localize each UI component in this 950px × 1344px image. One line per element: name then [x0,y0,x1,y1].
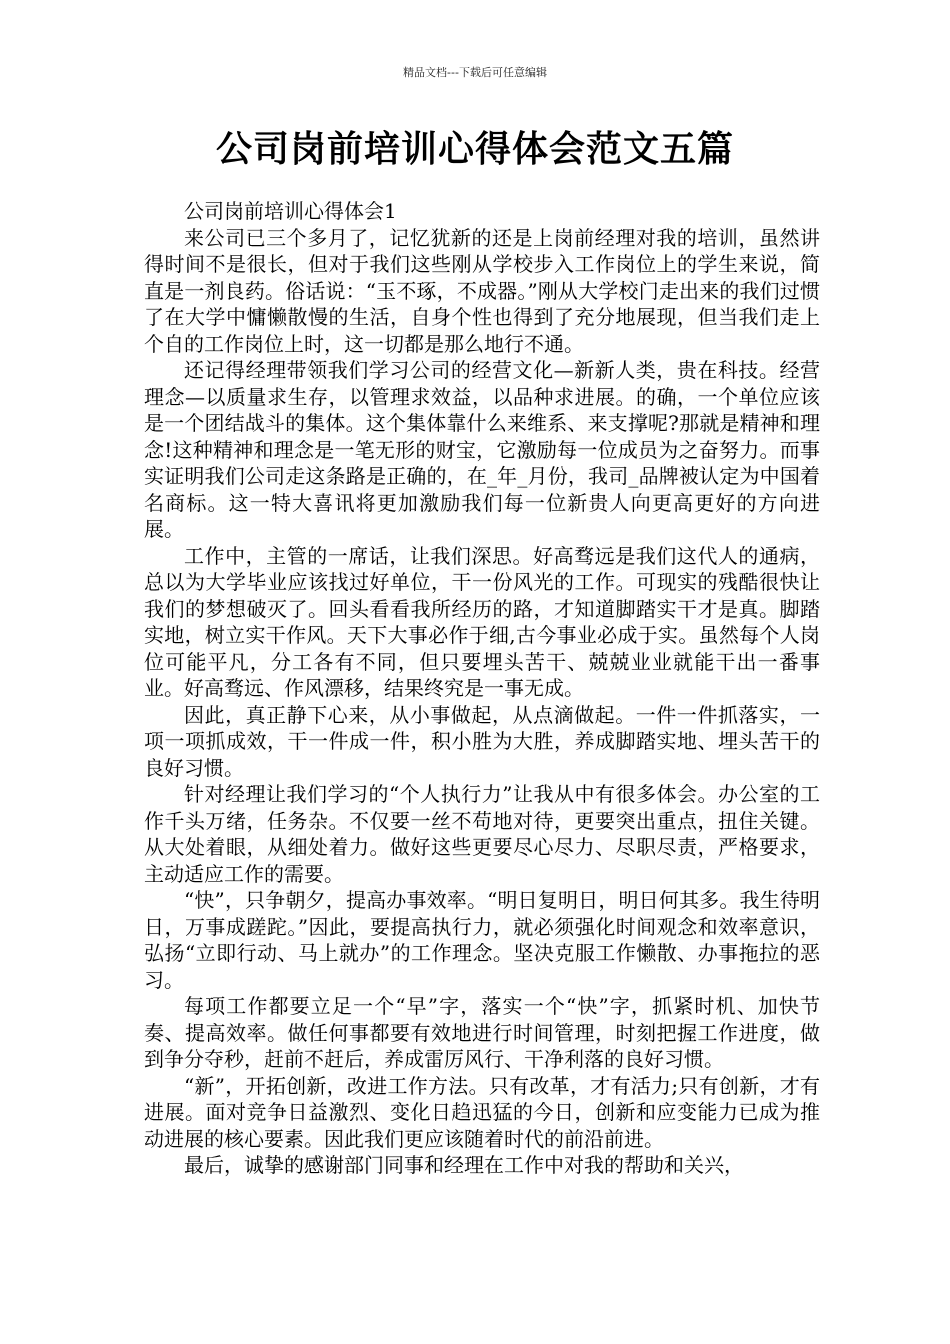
paragraph-8: “新”，开拓创新，改进工作方法。只有改革，才有活力;只有创新，才有进展。面对竞争日益激烈、变化日趋迅猛的今日，创新和应变能力已成为推动进展的核心要素。因此我们更应该随着时代的前沿前进。 [144,1073,820,1151]
header-note: 精品文档---下载后可任意编辑 [403,66,547,79]
paragraph-7: 每项工作都要立足一个“早”字，落实一个“快”字，抓紧时机、加快节奏、提高效率。做任何事都要有效地进行时间管理，时刻把握工作进度，做到争分夺秒，赶前不赶后，养成雷厉风行、干净利落的良好习惯。 [144,994,820,1071]
document-body [144,198,820,1179]
paragraph-2: 还记得经理带领我们学习公司的经营文化—新新人类，贵在科技。经营理念—以质量求生存，以管理求效益，以品种求进展。的确，一个单位应该是一个团结战斗的集体。这个集体靠什么来维系、来支撑呢?那就是精神和理念!这种精神和理念是一笔无形的财宝，它激励每一位成员为之奋努力。而事实证明我们公司走这条路是正确的，在_年_月份，我司_品牌被认定为中国着名商标。这一特大喜讯将更加激励我们每一位新贵人向更高更好的方向进展。 [144,358,820,541]
paragraph-9: 最后，诚挚的感谢部门同事和经理在工作中对我的帮助和关兴， [184,1153,744,1177]
paragraph-4: 因此，真正静下心来，从小事做起，从点滴做起。一件一件抓落实，一项一项抓成效，干一件成一件，积小胜为大胜，养成脚踏实地、埋头苦干的良好习惯。 [144,702,820,780]
document-title: 公司岗前培训心得体会范文五篇 [215,129,734,170]
section-title: 公司岗前培训心得体会1 [184,199,397,223]
paragraph-1: 来公司已三个多月了，记忆犹新的还是上岗前经理对我的培训，虽然讲得时间不是很长，但对于我们这些刚从学校步入工作岗位上的学生来说，简直是一剂良药。俗话说：“玉不琢，不成器。”刚从大学校门走出来的我们过惯了在大学中慵懒散慢的生活，自身个性也得到了充分地展现，但当我们走上个自的工作岗位上时，这一切都是那么地行不通。 [144,225,820,356]
paragraph-5: 针对经理让我们学习的“个人执行力”让我从中有很多体会。办公室的工作千头万绪，任务杂。不仅要一丝不苟地对待，更要突出重点，扭住关键。从大处着眼，从细处着力。做好这些更要尽心尽力、尽职尽责，严格要求，主动适应工作的需要。 [144,782,820,886]
paragraph-6: “快”，只争朝夕，提高办事效率。“明日复明日，明日何其多。我生待明日，万事成蹉跎。”因此，要提高执行力，就必须强化时间观念和效率意识，弘扬“立即行动、马上就办”的工作理念。坚决克服工作懒散、办事拖拉的恶习。 [144,888,820,992]
paragraph-3: 工作中，主管的一席话，让我们深思。好高骛远是我们这代人的通病，总以为大学毕业应该找过好单位，干一份风光的工作。可现实的残酷很快让我们的梦想破灭了。回头看看我所经历的路，才知道脚踏实干才是真。脚踏实地，树立实干作风。天下大事必作于细,古今事业必成于实。虽然每个人岗位可能平凡，分工各有不同，但只要埋头苦干、兢兢业业就能干出一番事业。好高骛远、作风漂移，结果终究是一事无成。 [144,543,820,700]
